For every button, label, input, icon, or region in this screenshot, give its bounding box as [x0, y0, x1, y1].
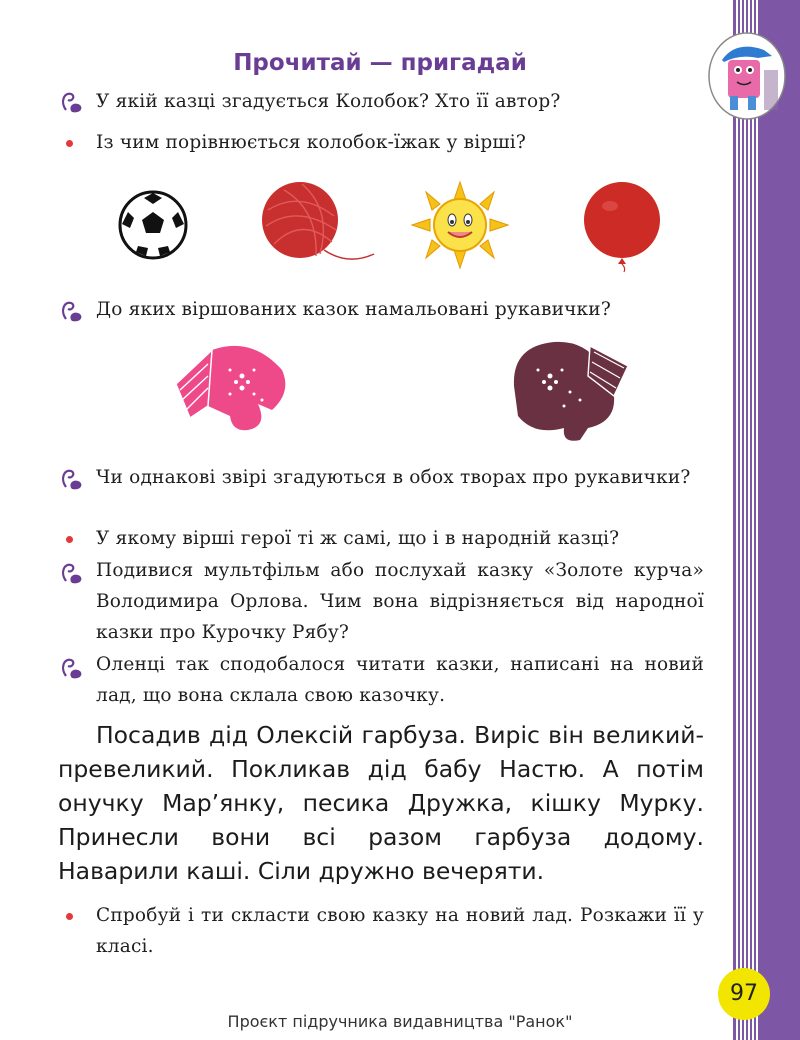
pair-work-icon — [58, 559, 88, 587]
section-title: Прочитай — пригадай — [233, 50, 527, 76]
soccer-ball-icon — [118, 190, 188, 260]
red-balloon-icon — [580, 180, 664, 274]
sun-icon — [410, 180, 510, 270]
bullet-icon — [66, 140, 73, 147]
pair-work-icon — [58, 465, 88, 493]
question-5: У якому вірші герої ті ж самі, що і в народній казці? — [96, 528, 620, 549]
story-text: Посадив дід Олексій гарбуза. Виріс він великий-превеликий. Покликав дід бабу Настю. А потім онучку Мар’янку, песика Дружка, кішку Мурку. Принесли вони всі разом гарбуза додому. Наварили каші. Сіли дружно вечеряти. — [58, 721, 704, 885]
pink-mitten-icon — [172, 340, 292, 436]
question-7: Оленці так сподобалося читати казки, написані на новий лад, що вона склала свою казочку. — [96, 654, 704, 706]
bullet-icon — [66, 913, 73, 920]
question-4: Чи однакові звірі згадуються в обох творах про рукавички? — [96, 467, 691, 488]
question-1: У якій казці згадується Колобок? Хто її автор? — [96, 91, 561, 112]
question-3: До яких віршованих казок намальовані рукавички? — [96, 299, 611, 320]
bullet-icon — [66, 536, 73, 543]
pair-work-icon — [58, 654, 88, 682]
question-2: Із чим порівнюється колобок-їжак у вірші? — [96, 132, 527, 153]
yarn-ball-icon — [258, 180, 378, 266]
mascot-icon — [706, 30, 788, 122]
side-stripes — [736, 0, 758, 1040]
pair-work-icon — [58, 297, 88, 325]
page-number: 97 — [718, 968, 770, 1020]
question-6: Подивися мультфільм або послухай казку «Золоте курча» Володимира Орлова. Чим вона відрізняється від народної казки про Курочку Рябу? — [96, 560, 704, 643]
brown-mitten-icon — [504, 336, 634, 446]
footer-text: Проєкт підручника видавництва "Ранок" — [227, 1012, 573, 1031]
pair-work-icon — [58, 88, 88, 116]
question-8: Спробуй і ти скласти свою казку на новий лад. Розкажи її у класі. — [96, 905, 704, 957]
